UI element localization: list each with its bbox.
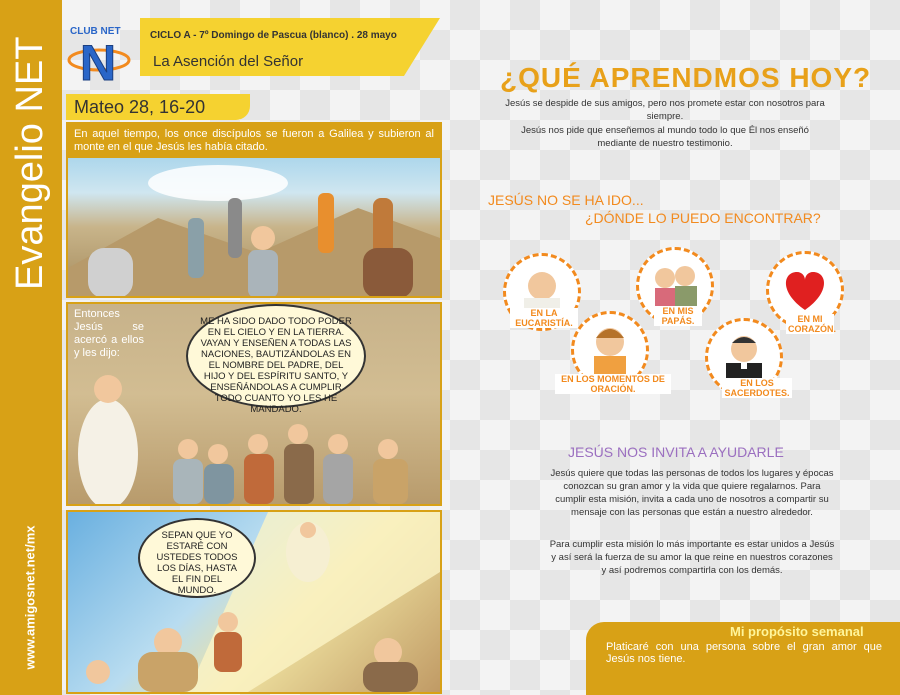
comic-panel-3 xyxy=(66,510,442,694)
comic-panel-1 xyxy=(66,122,442,298)
place-label: EN LA EUCARISTÍA. xyxy=(510,308,578,328)
place-label: EN LOS SACERDOTES. xyxy=(722,378,792,398)
club-net-logo xyxy=(66,18,132,88)
section-title: ¿QUÉ APRENDMOS HOY? xyxy=(500,62,872,93)
speech-bubble: SEPAN QUE YO ESTARÉ CON USTEDES TODOS LOS DÍAS, HASTA EL FIN DEL MUNDO. xyxy=(138,518,256,598)
place-label: EN MI CORAZÓN. xyxy=(788,314,836,334)
liturgical-cycle: CICLO A - 7º Domingo de Pascua (blanco) . 28 mayo xyxy=(150,30,397,41)
weekly-purpose-title: Mi propósito semanal xyxy=(730,624,864,639)
place-label: EN LOS MOMENTOS DE ORACIÓN. xyxy=(555,374,671,394)
subsection-title: JESÚS NOS INVITA A AYUDARLE xyxy=(568,444,784,460)
panel-caption: En aquel tiempo, los once discípulos se fueron a Galilea y subieron al monte en el que Jesús les había citado. xyxy=(68,124,440,158)
intro-paragraph: Jesús se despide de sus amigos, pero nos promete estar con nosotros para siempre. xyxy=(505,98,825,122)
gospel-reference: Mateo 28, 16-20 xyxy=(66,94,250,120)
intro-paragraph: Jesús nos pide que enseñemos al mundo todo lo que Él nos enseñó mediante de nuestro testimonio. xyxy=(521,125,809,149)
sidebar-title: Evangelio NET xyxy=(9,36,51,290)
weekly-purpose-text: Platicaré con una persona sobre el gran amor que Jesús nos tiene. xyxy=(606,641,882,665)
website-url[interactable]: www.amigosnet.net/mx xyxy=(22,525,38,670)
disciples-walking-illustration xyxy=(68,158,440,298)
panel-caption: Entonces Jesús se acercó a ellos y les dijo: xyxy=(74,308,144,359)
comic-panel-2 xyxy=(66,302,442,506)
svg-text:CLUB NET: CLUB NET xyxy=(70,26,121,37)
place-label: EN MIS PAPÁS. xyxy=(654,306,702,326)
ascension-illustration xyxy=(68,512,440,692)
speech-bubble: ME HA SIDO DADO TODO PODER EN EL CIELO Y EN LA TIERRA. VAYAN Y ENSEÑEN A TODAS LAS NACIONES, BAUTIZÁNDOLAS EN EL NOMBRE DEL PADRE, DEL HIJO Y DEL ESPÍRITU SANTO, Y ENSEÑÁNDOLAS A CUMPLIR TODO CUANTO YO LES HE MANDADO. xyxy=(186,304,366,408)
subsection-title: JESÚS NO SE HA IDO... xyxy=(488,192,644,208)
feast-title: La Asención del Señor xyxy=(153,53,304,70)
svg-text:N: N xyxy=(80,35,117,88)
body-paragraph: Para cumplir esta misión lo más importante es estar unidos a Jesús y así será la fuerza de su amor la que reine en nuestros corazones y así podremos compartirla con los demás. xyxy=(549,539,835,576)
body-paragraph: Jesús quiere que todas las personas de todos los lugares y épocas conozcan su gran amor y la vida que quiere regalarnos. Para cumplir esta misión, invita a cada uno de nosotros a compartir su mensaje con las personas que están a nuestro alrededor. xyxy=(550,468,834,518)
subsection-subtitle: ¿DÓNDE LO PUEDO ENCONTRAR? xyxy=(585,210,821,226)
